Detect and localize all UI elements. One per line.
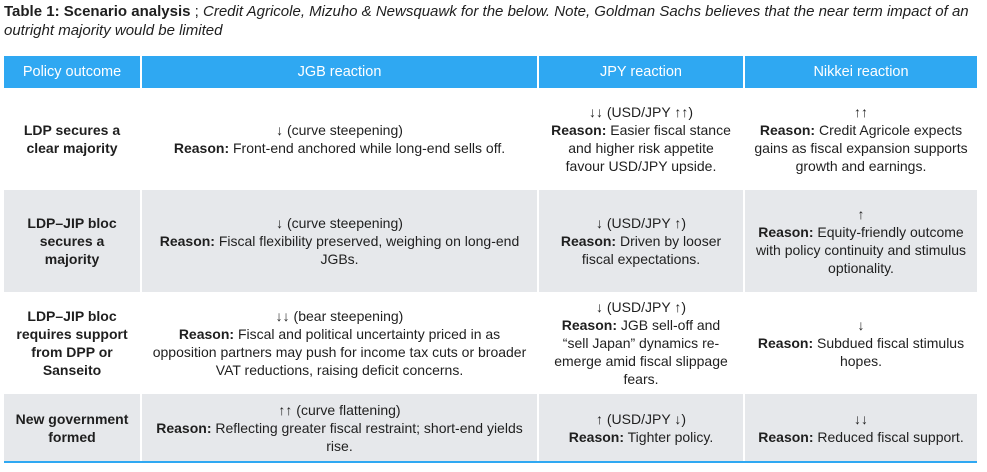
reason-label: Reason: [173,140,230,156]
jgb-reason [150,232,529,268]
reason-text: Fiscal and political uncertainty priced in as opposition partners may push for income tax cuts or broader VAT reductions, raising deficit concerns. [152,326,527,378]
nikkei-reason [753,223,969,277]
table-bottom-rule [4,461,977,463]
policy-outcome-cell: LDP–JIP bloc requires support from DPP or Sanseito [4,292,141,394]
nikkei-reason [753,334,969,370]
jpy-reason [547,316,735,388]
reason-text: Credit Agricole expects gains as fiscal expansion supports growth and earnings. [754,122,968,174]
jgb-reason [150,325,529,379]
reason-label: Reason: [759,122,816,138]
jgb-reaction-cell [141,190,538,292]
table-row [4,190,977,292]
caption-separator: ; [190,3,203,20]
nikkei-move: ↑↑ [854,104,868,120]
nikkei-reason [753,121,969,175]
reason-label: Reason: [159,233,215,249]
reason-label: Reason: [757,335,814,351]
reason-label: Reason: [758,224,814,240]
jpy-move: ↓ (USD/JPY ↑) [596,299,686,315]
reason-label: Reason: [178,326,235,342]
jpy-reaction-cell [538,88,744,190]
policy-outcome-cell: LDP–JIP bloc secures a majority [4,190,141,292]
reason-text: Reduced fiscal support. [817,428,964,445]
jgb-move: ↓↓ (bear steepening) [275,308,404,324]
jgb-reason [150,419,529,455]
policy-outcome-cell: LDP secures a clear majority [4,88,141,190]
nikkei-reason [753,428,969,446]
nikkei-reaction-cell [744,88,977,190]
jgb-reaction-cell [141,394,538,461]
nikkei-move: ↓↓ [854,410,868,427]
jpy-reaction-cell [538,292,744,394]
nikkei-move: ↑ [857,206,865,222]
jpy-move: ↓↓ (USD/JPY ↑↑) [589,104,693,120]
table-row [4,394,977,461]
reason-text: Subdued fiscal stimulus hopes. [817,335,965,369]
reason-label: Reason: [568,428,624,445]
caption-note: Credit Agricole, Mizuho & Newsquawk for the below. Note, Goldman Sachs believes that the near term impact of an outright majority would be limited [4,3,969,39]
jpy-reaction-cell [538,190,744,292]
reason-text: Front-end anchored while long-end sells off. [233,140,506,156]
scenario-table [4,56,977,461]
jpy-move: ↑ (USD/JPY ↓) [596,410,686,427]
reason-text: Fiscal flexibility preserved, weighing on long-end JGBs. [218,233,520,267]
reason-text: Tighter policy. [627,428,714,445]
nikkei-reaction-cell [744,292,977,394]
table-caption [4,2,979,40]
nikkei-reaction-cell [744,190,977,292]
policy-outcome-cell: New government formed [4,394,141,461]
jpy-reason [547,428,735,446]
jpy-reason [547,232,735,268]
jgb-reaction-cell [141,88,538,190]
jgb-move: ↓ (curve steepening) [276,215,403,231]
header-jpy-reaction: JPY reaction [538,56,744,88]
reason-text: Driven by looser fiscal expectations. [581,233,722,267]
header-nikkei-reaction: Nikkei reaction [813,64,909,80]
header-jgb-reaction: JGB reaction [141,56,538,88]
reason-label: Reason: [551,122,607,138]
reason-text: Equity-friendly outcome with policy continuity and stimulus optionality. [755,224,967,276]
table-header-row [4,56,977,88]
jgb-move: ↓ (curve steepening) [276,122,403,138]
jgb-reaction-cell [141,292,538,394]
reason-label: Reason: [758,428,814,445]
reason-label: Reason: [156,419,212,436]
header-policy-outcome: Policy outcome [4,56,141,88]
nikkei-reaction-cell [744,394,977,461]
reason-text: Easier fiscal stance and higher risk appetite favour USD/JPY upside. [565,122,731,174]
reason-text: JGB sell-off and “sell Japan” dynamics re-emerge amid fiscal slippage fears. [554,317,728,387]
table-row [4,88,977,190]
reason-text: Reflecting greater fiscal restraint; short-end yields rise. [215,419,523,454]
jgb-move: ↑↑ (curve flattening) [278,401,401,418]
table-row [4,292,977,394]
reason-label: Reason: [560,233,617,249]
jpy-reason [547,121,735,175]
table-title: Table 1: Scenario analysis [4,3,191,20]
jpy-reaction-cell [538,394,744,461]
reason-label: Reason: [561,317,617,333]
nikkei-move: ↓ [857,317,865,333]
jgb-reason [150,139,529,157]
jpy-move: ↓ (USD/JPY ↑) [596,215,686,231]
